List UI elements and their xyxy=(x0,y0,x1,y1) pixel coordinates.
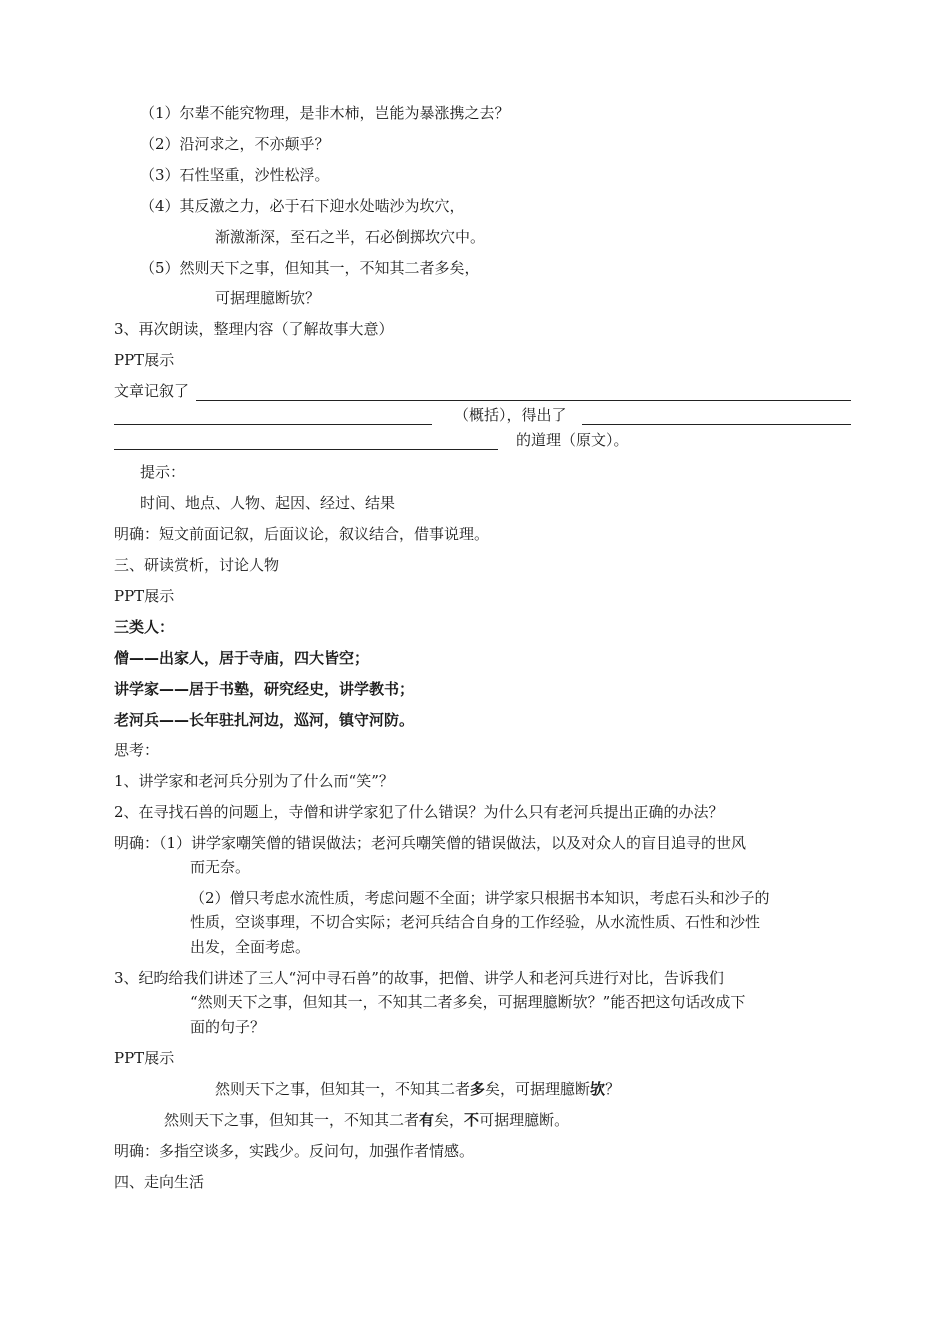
list-item: （4）其反激之力，必于石下迎水处啮沙为坎穴， xyxy=(140,197,465,215)
sentence-part: 矣， xyxy=(434,1111,465,1129)
fill-blank-start: 文章记叙了 xyxy=(114,382,190,400)
answer-line: 而无奈。 xyxy=(190,858,251,876)
hint-label: 提示： xyxy=(140,463,186,481)
keyword: 多 xyxy=(470,1080,486,1098)
clarification: 明确：多指空谈多，实践少。反问句，加强作者情感。 xyxy=(114,1142,475,1160)
step-heading: 3、再次朗读，整理内容（了解故事大意） xyxy=(114,320,394,338)
sentence-part: 可据理臆断。 xyxy=(479,1111,570,1129)
question-continued: 面的句子？ xyxy=(190,1018,266,1036)
blank-line xyxy=(114,424,432,425)
bold-line: 三类人： xyxy=(114,618,175,636)
sentence-part: 然则天下之事，但知其一，不知其二者 xyxy=(164,1111,420,1129)
keyword: 有 xyxy=(419,1111,435,1129)
question-continued: “然则天下之事，但知其一，不知其二者多矣，可据理臆断欤？”能否把这句话改成下 xyxy=(190,993,746,1011)
fill-blank-end: 的道理（原文）。 xyxy=(516,431,629,449)
bold-line: 僧——出家人，居于寺庙，四大皆空； xyxy=(114,649,370,667)
answer-line: 出发，全面考虑。 xyxy=(190,938,311,956)
bold-line: 老河兵——长年驻扎河边，巡河，镇守河防。 xyxy=(114,711,415,729)
section-heading: 三、研读赏析，讨论人物 xyxy=(114,556,280,574)
list-item: （3）石性坚重，沙性松浮。 xyxy=(140,166,330,184)
fill-blank-middle: （概括），得出了 xyxy=(454,406,567,424)
blank-line xyxy=(114,449,498,450)
list-item: （2）沿河求之，不亦颠乎？ xyxy=(140,135,330,153)
question: 2、在寻找石兽的问题上，寺僧和讲学家犯了什么错误？为什么只有老河兵提出正确的办法？ xyxy=(114,803,724,821)
clarification: 明确：短文前面记叙，后面议论，叙议结合，借事说理。 xyxy=(114,525,490,543)
list-item-continued: 渐激渐深，至石之半，石必倒掷坎穴中。 xyxy=(215,228,486,246)
sentence-part: 然则天下之事，但知其一，不知其二者 xyxy=(215,1080,471,1098)
keyword: 不 xyxy=(464,1111,480,1129)
ppt-label: PPT展示 xyxy=(114,351,175,369)
think-label: 思考： xyxy=(114,741,160,759)
ppt-label: PPT展示 xyxy=(114,587,175,605)
answer-line: 明确：（1）讲学家嘲笑僧的错误做法；老河兵嘲笑僧的错误做法，以及对众人的盲目追寻的世风 xyxy=(114,834,747,852)
blank-line xyxy=(196,400,851,401)
sentence-part: 矣，可据理臆断 xyxy=(485,1080,591,1098)
keyword: 欤 xyxy=(590,1080,606,1098)
list-item: （5）然则天下之事，但知其一，不知其二者多矣， xyxy=(140,259,480,277)
question: 3、纪昀给我们讲述了三人“河中寻石兽”的故事，把僧、讲学人和老河兵进行对比，告诉我们 xyxy=(114,969,724,987)
sentence-part: ？ xyxy=(605,1080,621,1098)
hint-text: 时间、地点、人物、起因、经过、结果 xyxy=(140,494,396,512)
sentence-original xyxy=(215,1079,620,1099)
answer-line: 性质，空谈事理，不切合实际；老河兵结合自身的工作经验，从水流性质、石性和沙性 xyxy=(190,913,761,931)
list-item: （1）尔辈不能究物理，是非木柿，岂能为暴涨携之去？ xyxy=(140,104,510,122)
section-heading: 四、走向生活 xyxy=(114,1173,205,1191)
sentence-rewritten xyxy=(164,1110,569,1130)
question: 1、讲学家和老河兵分别为了什么而“笑”？ xyxy=(114,772,394,790)
ppt-label: PPT展示 xyxy=(114,1049,175,1067)
bold-line: 讲学家——居于书塾，研究经史，讲学教书； xyxy=(114,680,415,698)
blank-line xyxy=(582,424,851,425)
list-item-continued: 可据理臆断欤？ xyxy=(215,289,321,307)
answer-line: （2）僧只考虑水流性质，考虑问题不全面；讲学家只根据书本知识，考虑石头和沙子的 xyxy=(190,889,770,907)
